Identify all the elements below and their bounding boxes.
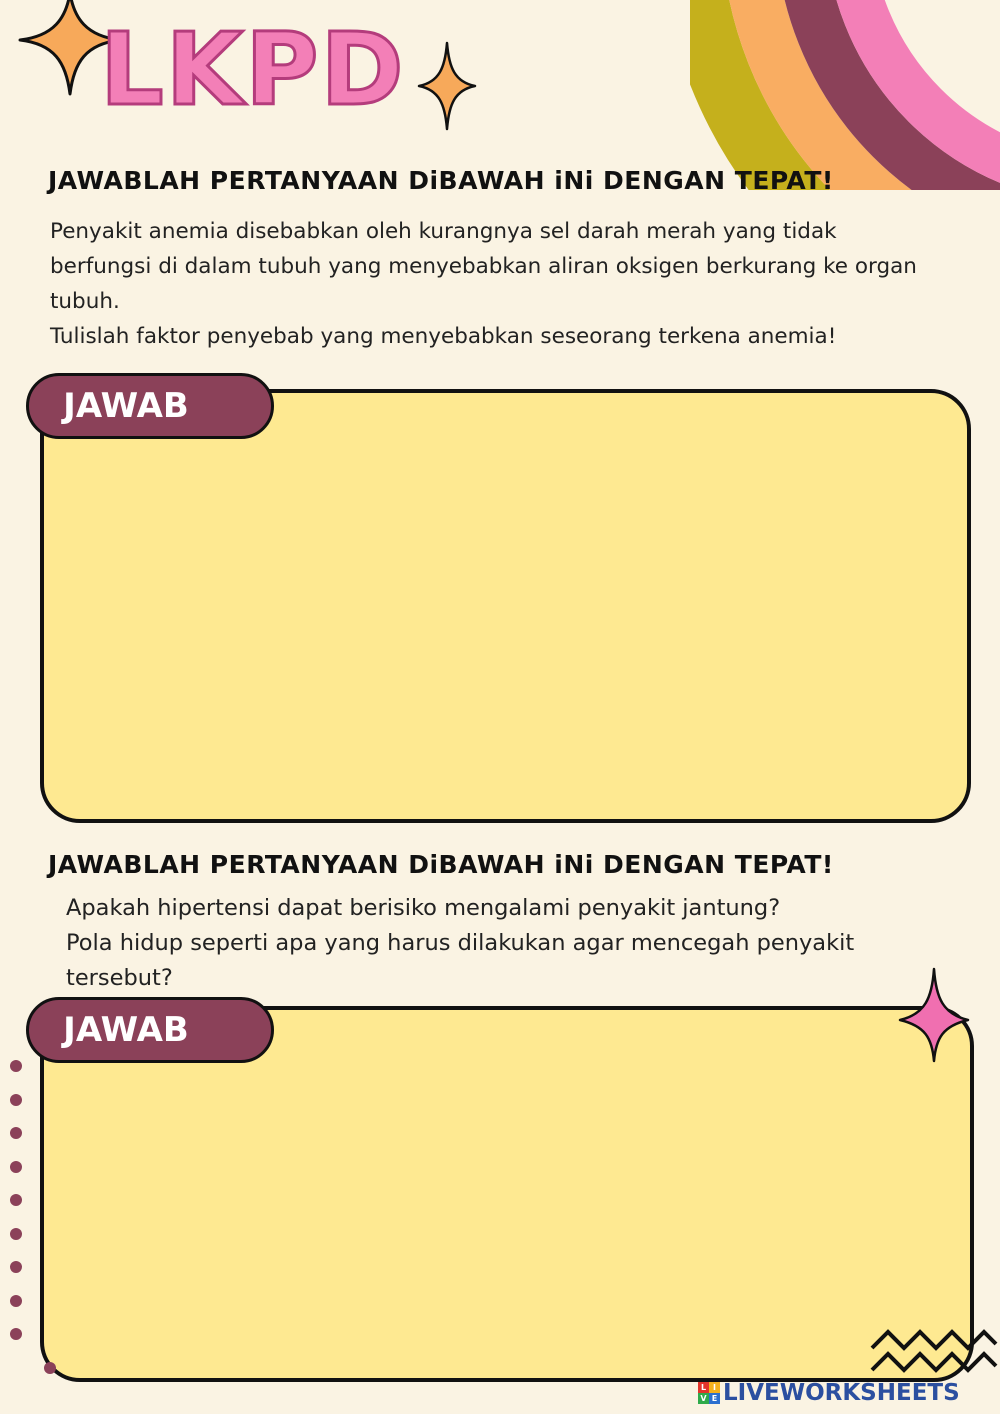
section1-question — [50, 214, 917, 354]
decorative-dot — [10, 1228, 22, 1240]
question-line: Tulislah faktor penyebab yang menyebabkan seseorang terkena anemia! — [50, 324, 837, 349]
decorative-dot — [10, 1261, 22, 1273]
question-line: berfungsi di dalam tubuh yang menyebabkan aliran oksigen berkurang ke organ — [50, 254, 917, 279]
zigzag-decoration — [868, 1326, 998, 1384]
decorative-dot — [10, 1060, 22, 1072]
section2-question — [66, 891, 854, 996]
decorative-dot — [10, 1328, 22, 1340]
liveworksheets-logo-icon: L I V E — [698, 1382, 720, 1404]
section2-heading: JAWABLAH PERTANYAAN DiBAWAH iNi DENGAN TEPAT! — [48, 850, 834, 879]
decorative-dot — [44, 1362, 56, 1374]
decorative-dot — [10, 1194, 22, 1206]
sparkle-icon — [416, 40, 478, 132]
decorative-dot — [10, 1094, 22, 1106]
rainbow-decoration — [690, 0, 1000, 190]
decorative-dot — [10, 1295, 22, 1307]
section1-heading: JAWABLAH PERTANYAAN DiBAWAH iNi DENGAN TEPAT! — [48, 166, 834, 195]
page-title: LKPD — [100, 11, 406, 128]
decorative-dot — [10, 1127, 22, 1139]
answer-label-2: JAWAB — [26, 997, 274, 1063]
question-line: Penyakit anemia disebabkan oleh kurangnya sel darah merah yang tidak — [50, 219, 837, 244]
question-line: Apakah hipertensi dapat berisiko mengalami penyakit jantung? — [66, 895, 781, 921]
brand-name: LIVEWORKSHEETS — [723, 1380, 960, 1406]
answer-label-1: JAWAB — [26, 373, 274, 439]
brand-footer[interactable] — [698, 1380, 960, 1406]
question-line: Pola hidup seperti apa yang harus dilakukan agar mencegah penyakit — [66, 930, 855, 956]
question-line: tubuh. — [50, 289, 120, 314]
decorative-dot — [10, 1161, 22, 1173]
answer-box-1[interactable] — [40, 389, 971, 823]
sparkle-icon — [896, 966, 972, 1064]
question-line: tersebut? — [66, 965, 173, 991]
